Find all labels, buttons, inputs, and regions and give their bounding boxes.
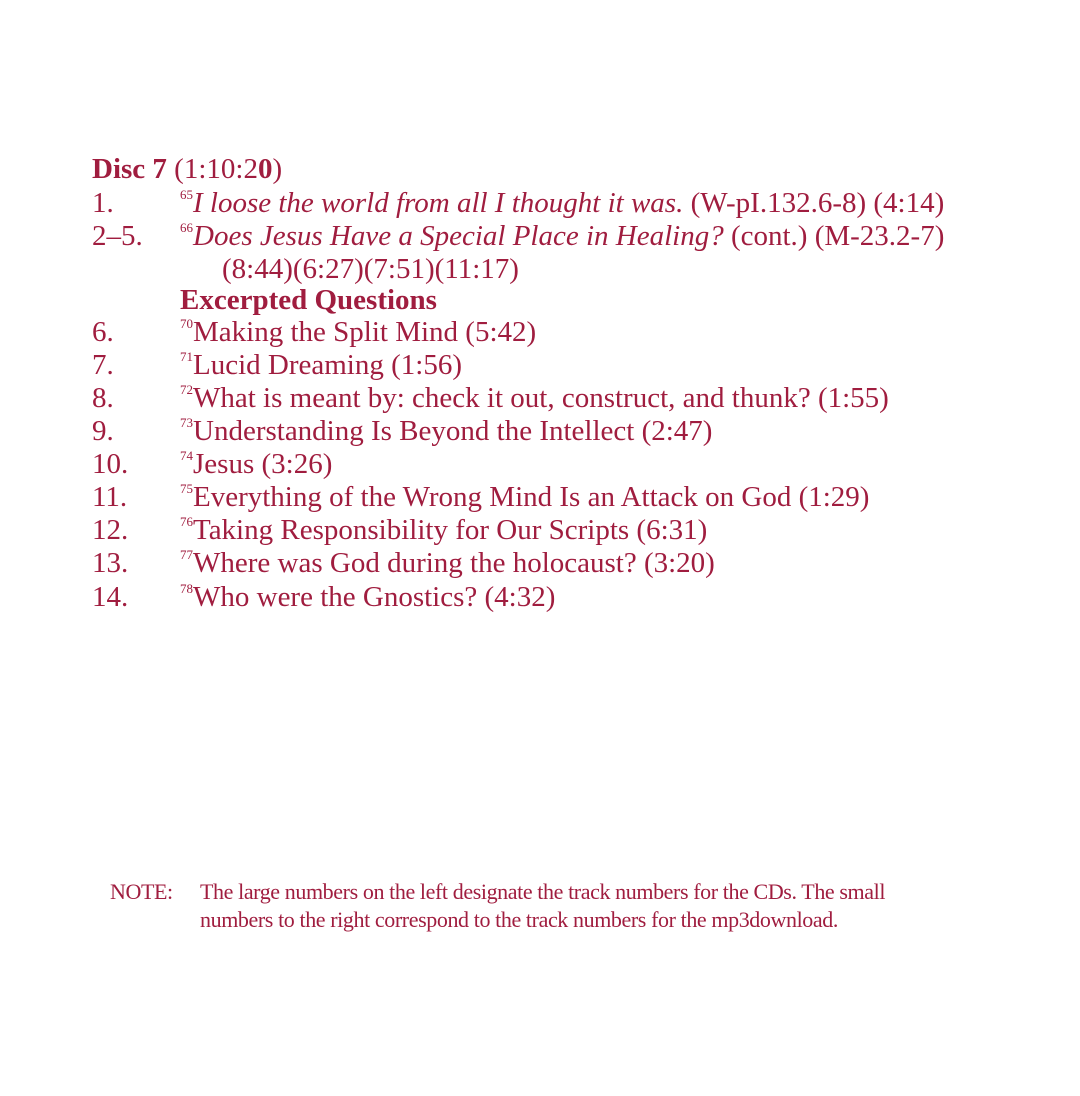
mp3-track-number: 66: [180, 220, 193, 235]
track-number: 8.: [92, 382, 114, 414]
question-text-wrap: [180, 480, 869, 514]
mp3-track-number: 76: [180, 514, 193, 529]
question-text-wrap: [180, 447, 332, 481]
mp3-track-number: 75: [180, 481, 193, 496]
track-text: [180, 219, 944, 253]
section-heading: Excerpted Questions: [180, 284, 437, 316]
track-number: 2–5.: [92, 220, 143, 252]
question-text-wrap: [180, 513, 707, 547]
disc-duration-end: ): [272, 153, 283, 185]
mp3-track-number: 78: [180, 581, 193, 596]
mp3-track-number: 70: [180, 316, 193, 331]
question-title: Where was God during the holocaust? (3:20): [193, 547, 715, 579]
note-line: numbers to the right correspond to the track numbers for the mp3download.: [200, 907, 838, 932]
mp3-track-number: 71: [180, 349, 193, 364]
track-number: 6.: [92, 316, 114, 348]
track-reference: (W-pI.132.6-8) (4:14): [683, 187, 945, 219]
track-number: 13.: [92, 547, 129, 579]
track-number: 9.: [92, 415, 114, 447]
track-number: 10.: [92, 448, 129, 480]
question-title: Taking Responsibility for Our Scripts (6:31): [193, 514, 708, 546]
question-text-wrap: [180, 381, 889, 415]
track-title: Does Jesus Have a Special Place in Healing?: [193, 220, 724, 252]
track-reference: (cont.) (M-23.2-7): [723, 220, 945, 252]
track-number: 7.: [92, 349, 114, 381]
disc-duration-bold-digit: 0: [257, 153, 273, 185]
disc-label: Disc 7: [92, 153, 167, 185]
question-title: Everything of the Wrong Mind Is an Attack on God (1:29): [193, 481, 870, 513]
mp3-track-number: 77: [180, 547, 193, 562]
track-text: [180, 186, 944, 220]
track-number: 11.: [92, 481, 128, 513]
question-title: What is meant by: check it out, construct, and thunk? (1:55): [193, 382, 889, 414]
mp3-track-number: 73: [180, 415, 193, 430]
disc-heading: [92, 152, 282, 186]
note-label: NOTE:: [110, 879, 173, 904]
question-title: Jesus (3:26): [193, 448, 333, 480]
track-title: I loose the world from all I thought it was.: [193, 187, 684, 219]
track-durations-continuation: (8:44)(6:27)(7:51)(11:17): [222, 253, 519, 285]
track-number: 12.: [92, 514, 129, 546]
question-title: Making the Split Mind (5:42): [193, 316, 537, 348]
question-title: Who were the Gnostics? (4:32): [193, 581, 556, 613]
note-line: The large numbers on the left designate the track numbers for the CDs. The small: [200, 879, 886, 904]
question-title: Understanding Is Beyond the Intellect (2:47): [193, 415, 713, 447]
note-body: [200, 878, 1000, 934]
mp3-track-number: 74: [180, 448, 193, 463]
disc-duration-start: (1:10:2: [166, 153, 258, 185]
question-text-wrap: [180, 546, 715, 580]
mp3-track-number: 72: [180, 382, 193, 397]
question-text-wrap: [180, 348, 462, 382]
mp3-track-number: 65: [180, 187, 193, 202]
track-number: 14.: [92, 581, 129, 613]
question-title: Lucid Dreaming (1:56): [193, 349, 462, 381]
question-text-wrap: [180, 580, 555, 614]
question-text-wrap: [180, 414, 712, 448]
question-text-wrap: [180, 315, 536, 349]
track-number: 1.: [92, 187, 114, 219]
